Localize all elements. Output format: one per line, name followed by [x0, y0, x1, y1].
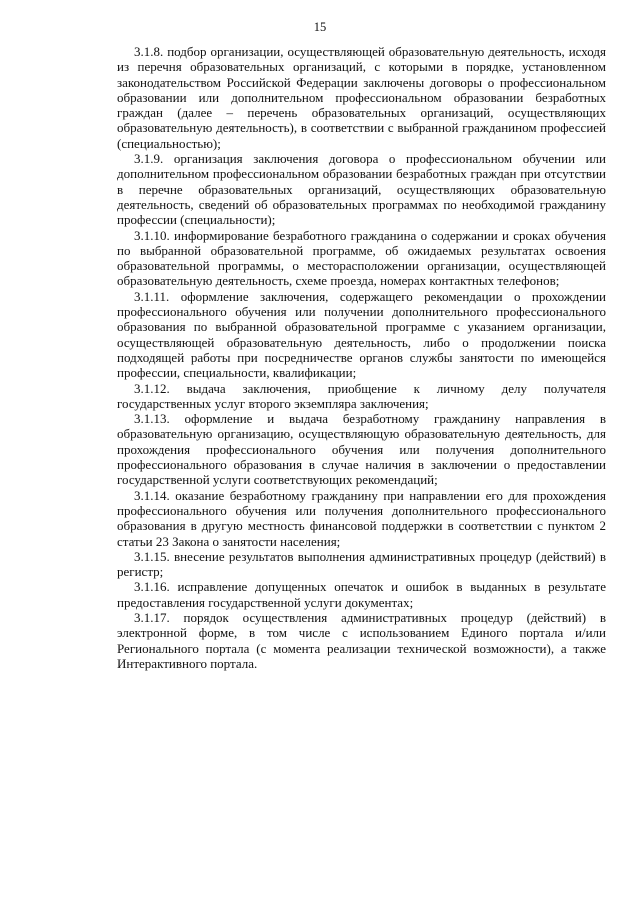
- paragraph-3-1-17: 3.1.17. порядок осуществления административных процедур (действий) в электронной форме, в том числе с использованием Единого портала и/или Регионального портала (с момента реализации технической возможности), а также Интерактивного портала.: [117, 609, 606, 671]
- page-number: 15: [313, 20, 327, 34]
- paragraph-3-1-14: 3.1.14. оказание безработному гражданину при направлении его для прохождения профессионального обучения или получения дополнительного профессионального образования в другую местность финансовой поддержки в соответствии с пунктом 2 статьи 23 Закона о занятости населения;: [117, 487, 606, 549]
- paragraph-3-1-13: 3.1.13. оформление и выдача безработному гражданину направления в образовательную организацию, осуществляющую образовательную деятельность, для прохождения профессионального обучения или получения дополнительного профессионального образования в случае наличия в заключении о предоставлении государственной услуги соответствующих рекомендаций;: [117, 411, 606, 488]
- paragraph-3-1-12: 3.1.12. выдача заключения, приобщение к личному делу получателя государственных услуг второго экземпляра заключения;: [117, 380, 606, 411]
- paragraph-3-1-11: 3.1.11. оформление заключения, содержащего рекомендации о прохождении профессионального обучения или получении дополнительного профессионального образования по выбранной образовательной программе с указанием организации, осуществляющей образовательную деятельность, либо о продолжении поиска подходящей работы при посредничестве органов службы занятости по имеющейся профессии, специальности, квалификации;: [117, 288, 606, 381]
- document-body: [117, 44, 606, 671]
- paragraph-3-1-9: 3.1.9. организация заключения договора о профессиональном обучении или дополнительном профессиональном образовании безработных граждан при отсутствии в перечне образовательных организаций, осуществляющих образовательную деятельность, сведений об образовательных программах по необходимой гражданину профессии (специальности);: [117, 151, 606, 228]
- paragraph-3-1-15: 3.1.15. внесение результатов выполнения административных процедур (действий) в регистр;: [117, 548, 606, 580]
- paragraph-3-1-8: 3.1.8. подбор организации, осуществляющей образовательную деятельность, исходя из перечня образовательных организаций, с которыми в порядке, установленном законодательством Российской Федерации заключены договоры о профессиональном образовании или дополнительном профессиональном образовании безработных граждан (далее – перечень образовательных организаций, осуществляющих образовательную деятельность), в соответствии с выбранной гражданином профессией (специальностью);: [117, 44, 606, 151]
- paragraph-3-1-10: 3.1.10. информирование безработного гражданина о содержании и сроках обучения по выбранной образовательной программе, об ожидаемых результатах освоения образовательной программы, о месторасположении организации, осуществляющей образовательную деятельность, схеме проезда, номерах контактных телефонов;: [117, 227, 606, 289]
- paragraph-3-1-16: 3.1.16. исправление допущенных опечаток и ошибок в выданных в результате предоставления государственной услуги документах;: [117, 579, 606, 610]
